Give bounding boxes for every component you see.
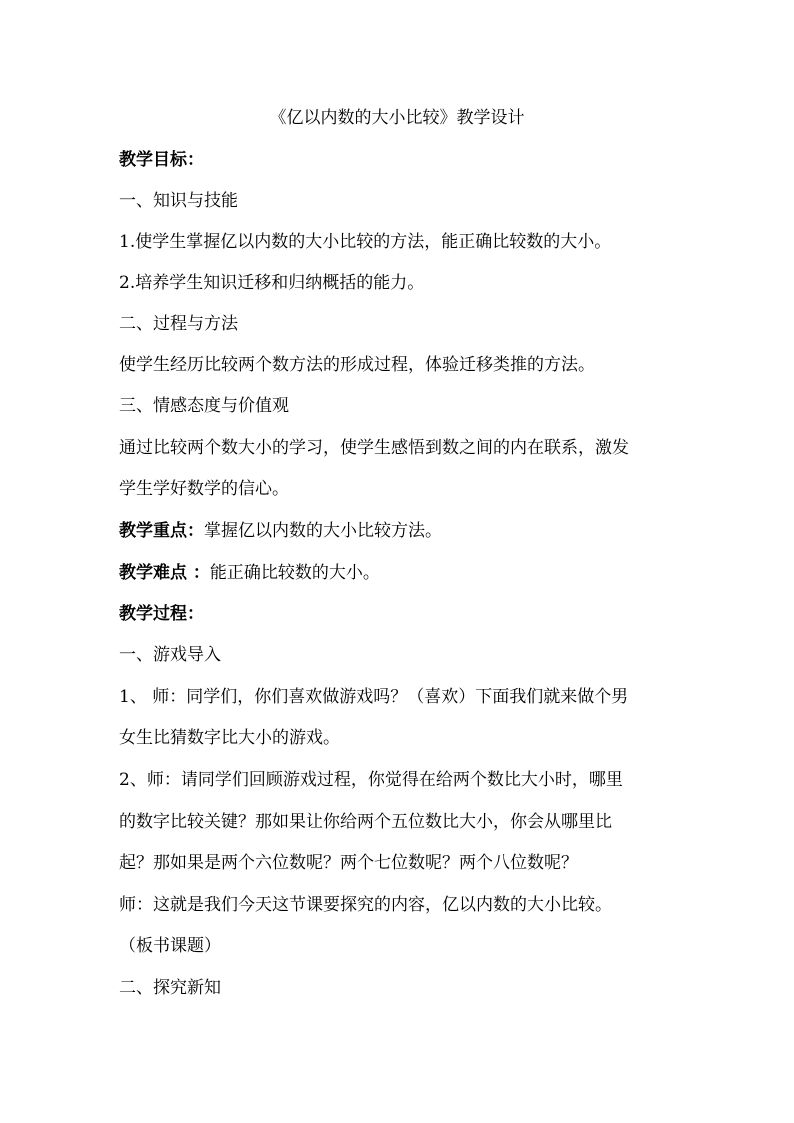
section2-text: 使学生经历比较两个数方法的形成过程，体验迁移类推的方法。 — [119, 355, 595, 375]
process-section1-heading: 一、游戏导入 — [119, 645, 221, 665]
section3-text-line1: 通过比较两个数大小的学习，使学生感悟到数之间的内在联系，激发 — [119, 438, 629, 458]
paragraph1-line2: 女生比猜数字比大小的游戏。 — [119, 728, 340, 748]
difficulty-point — [119, 562, 380, 584]
difficulty-text: 能正确比较数的大小。 — [209, 563, 380, 583]
paragraph3-line1: 师：这就是我们今天这节课要探究的内容，亿以内数的大小比较。 — [119, 895, 612, 915]
paragraph3-line2: （板书课题） — [119, 936, 221, 956]
paragraph2-line3: 起？那如果是两个六位数呢？两个七位数呢？两个八位数呢？ — [119, 853, 578, 873]
document-title: 《亿以内数的大小比较》教学设计 — [269, 108, 525, 128]
section3-text-line2: 学生学好数学的信心。 — [119, 479, 289, 499]
paragraph2-line1: 2、师：请同学们回顾游戏过程，你觉得在给两个数比大小时，哪里 — [119, 770, 623, 790]
section1-item2: 2.培养学生知识迁移和归纳概括的能力。 — [119, 273, 425, 293]
paragraph2-line2: 的数字比较关键？那如果让你给两个五位数比大小，你会从哪里比 — [119, 812, 612, 832]
section3-heading: 三、情感态度与价值观 — [119, 396, 289, 416]
key-point — [119, 520, 442, 542]
section2-heading: 二、过程与方法 — [119, 314, 238, 334]
goals-heading: 教学目标： — [119, 150, 204, 170]
process-section2-heading: 二、探究新知 — [119, 978, 221, 998]
difficulty-label: 教学难点 ： — [119, 563, 210, 583]
section1-item1: 1.使学生掌握亿以内数的大小比较的方法，能正确比较数的大小。 — [119, 232, 612, 252]
process-heading: 教学过程： — [119, 604, 204, 624]
paragraph1-line1: 1、 师：同学们，你们喜欢做游戏吗？（喜欢）下面我们就来做个男 — [119, 687, 629, 707]
key-point-text: 掌握亿以内数的大小比较方法。 — [204, 521, 442, 541]
section1-heading: 一、知识与技能 — [119, 191, 238, 211]
key-point-label: 教学重点： — [119, 521, 204, 541]
